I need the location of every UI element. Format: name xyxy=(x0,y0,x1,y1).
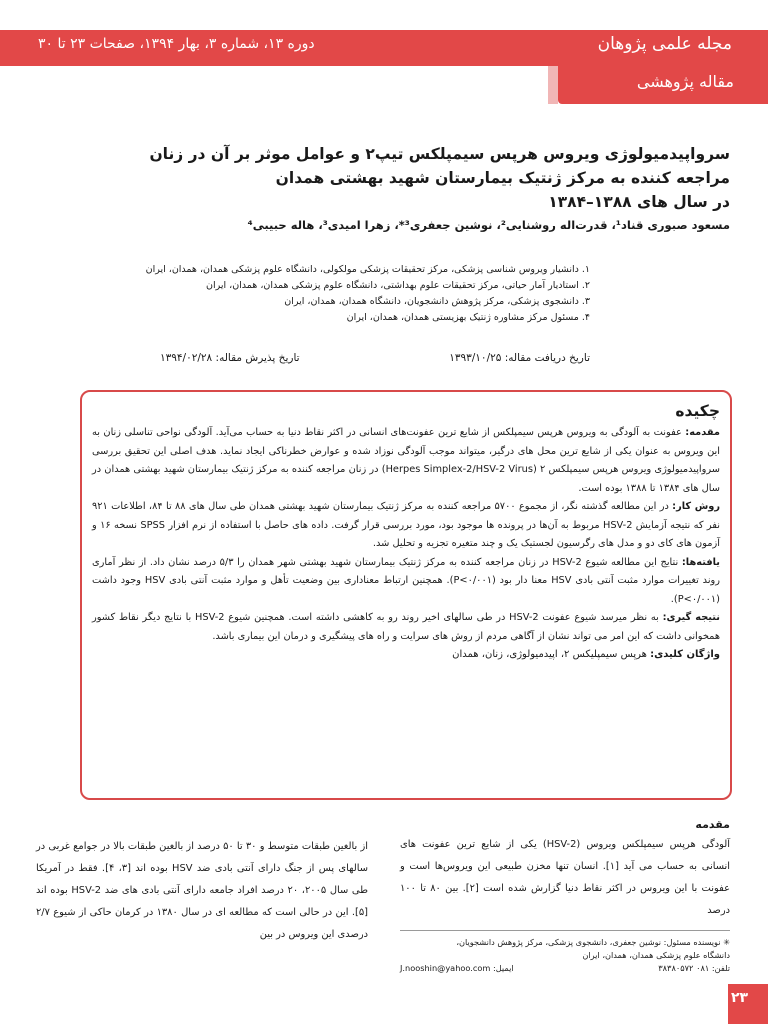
issue-info: دوره ۱۳، شماره ۳، بهار ۱۳۹۴، صفحات ۲۳ تا ۳۰ xyxy=(38,36,315,52)
section-lead: مقدمه: xyxy=(685,427,720,438)
accepted-date: تاریخ پذیرش مقاله: ۱۳۹۴/۰۲/۲۸ xyxy=(160,352,300,364)
affiliation-item: ۳. دانشجوی پزشکی، مرکز پژوهش دانشجویان، دانشگاه همدان، همدان، ایران xyxy=(284,296,590,307)
phone: تلفن: ۰۸۱ ۳۸۳۸۰۵۷۲ xyxy=(658,963,730,973)
email-block xyxy=(400,962,514,975)
keywords xyxy=(92,646,720,665)
page-number: ۲۳ xyxy=(731,990,749,1006)
abstract-conclusion xyxy=(92,609,720,646)
journal-name: مجله علمی پژوهان xyxy=(597,34,732,54)
article-type: مقاله پژوهشی xyxy=(636,72,734,91)
footnote-line: دانشگاه علوم پزشکی همدان، همدان، ایران xyxy=(582,950,730,960)
article-title xyxy=(40,142,730,214)
section-text: در این مطالعه گذشته نگر، از مجموع ۵۷۰۰ مراجعه کننده به مرکز ژنتیک بیمارستان شهید بهشتی همدان طی سال های ۸۸ تا ۸۴، اطلاعات ۹۲۱ نفر که نتیجه آزمایش HSV-2 مربوط به آن‌ها در پرونده ها موجود بود، مورد بررسی قرار گرفت. داده های حاصل با استفاده از نرم افزار SPSS نسخه ۱۶ و آزمون های کای دو و مدل های رگرسیون لجستیک یک و چند متغیره تجزیه و تحلیل شد. xyxy=(92,501,720,549)
abstract-methods xyxy=(92,498,720,554)
title-line: در سال های ۱۳۸۸–۱۳۸۴ xyxy=(548,193,730,211)
abstract-body xyxy=(92,424,720,665)
section-lead: نتیجه گیری: xyxy=(662,612,720,623)
abstract-box xyxy=(80,390,732,800)
title-line: سرواپیدمیولوژی ویروس هرپس سیمپلکس تیپ۲ و عوامل موثر بر آن در زنان xyxy=(149,145,730,163)
section-lead: روش کار: xyxy=(672,501,721,512)
email-address: J.nooshin@yahoo.com xyxy=(400,963,491,973)
received-date: تاریخ دریافت مقاله: ۱۳۹۳/۱۰/۲۵ xyxy=(449,352,590,364)
corresponding-author-footnote xyxy=(400,936,730,975)
title-line: مراجعه کننده به مرکز ژنتیک بیمارستان شهید بهشتی همدان xyxy=(275,169,730,187)
keywords-text: هرپس سیمپلیکس ۲، اپیدمیولوژی، زنان، همدان xyxy=(452,649,651,660)
abstract-intro xyxy=(92,424,720,498)
intro-right-text: آلودگی هرپس سیمپلکس ویروس (HSV-2) یکی از شایع ترین عفونت های انسانی به حساب می آید [۱]. انسان تنها مخزن طبیعی این ویروس‌ها است و عفونت با این ویروس در اکثر نقاط دنیا گزارش شده است [۲]. بین ۸۰ تا ۱۰۰ درصد xyxy=(400,839,730,916)
footnote-line: ✳ نویسنده مسئول: نوشین جعفری، دانشجوی پزشکی، مرکز پژوهش دانشجویان، xyxy=(456,937,730,947)
section-text: عفونت به آلودگی به ویروس هرپس سیمپلکس از شایع ترین عفونت‌های انسانی در اکثر نقاط دنیا به حساب می‌آید. آلودگی نواحی تناسلی زنان به این ویروس به عنوان یکی از شایع ترین محل های درگیر، میتواند موجب آلودگی نوزاد شده و عوارض خطرناکی ایجاد نماید. هدف اصلی این تحقیق بررسی سرواپیدمیولوژی ویروس هرپس سیمپلکس ۲ (Herpes Simplex-2/HSV-2 Virus) در زنان مراجعه کننده به مرکز ژنتیک بیمارستان شهید بهشتی همدان در سال های ۱۳۸۴ تا ۱۳۸۸ بوده است. xyxy=(92,427,721,494)
intro-heading: مقدمه xyxy=(695,818,730,831)
affiliation-item: ۱. دانشیار ویروس شناسی پزشکی، مرکز تحقیقات پزشکی مولکولی، دانشگاه علوم پزشکی همدان، همدان، ایران xyxy=(145,264,590,275)
intro-right-column xyxy=(400,816,730,922)
section-text: به نظر میرسد شیوع عفونت HSV-2 در طی سالهای اخیر روند رو به کاهشی داشته است. همچنین شیوع HSV-2 با نتایج دیگر نقاط کشور همخوانی داشت که این امر می تواند نشان از آگاهی مردم از روش های سرایت و راه های پیشگیری و درمان این بیماری باشد. xyxy=(92,612,720,642)
abstract-heading: چکیده xyxy=(675,402,720,420)
email-label: ایمیل: xyxy=(492,963,514,973)
section-text: نتایج این مطالعه شیوع HSV-2 در زنان مراجعه کننده به مرکز ژنتیک بیمارستان شهید بهشتی شهر همدان را ۵/۳ درصد نشان داد. از نظر آماری روند تغییرات موارد مثبت آنتی بادی HSV معنا دار بود (P<۰/۰۰۱). همچنین ارتباط معناداری بین وضعیت تأهل و موارد مثبت آنتی بادی HSV وجود داشت (P<۰/۰۰۱). xyxy=(92,556,721,605)
article-dates xyxy=(160,352,590,364)
affiliations xyxy=(30,262,590,326)
affiliation-item: ۴. مسئول مرکز مشاوره ژنتیک بهزیستی همدان، همدان، ایران xyxy=(346,312,590,323)
keywords-lead: واژگان کلیدی: xyxy=(650,649,720,660)
intro-left-column: از بالغین طبقات متوسط و ۳۰ تا ۵۰ درصد از بالغین طبقات بالا در جوامع غربی در سالهای پس از جنگ دارای آنتی بادی ضد HSV بوده اند [۳، ۴]. فقط در آمریکا طی سال ۲۰۰۵، ۲۰ درصد افراد جامعه دارای آنتی بادی های ضد HSV-2 بوده اند [۵]. این در حالی است که مطالعه ای در سال ۱۳۸۰ در کرمان حاکی از شیوع ۲/۷ درصدی این ویروس در بین xyxy=(36,841,369,940)
authors: مسعود صبوری قناد¹، قدرت‌اله روشنایی²، نوشین جعفری³*، زهرا امیدی³، هاله حبیبی⁴ xyxy=(247,218,730,232)
footnote-divider xyxy=(400,930,730,931)
affiliation-item: ۲. استادیار آمار حیاتی، مرکز تحقیقات علوم بهداشتی، دانشگاه علوم پزشکی همدان، همدان، ایران xyxy=(205,280,590,291)
contact-line xyxy=(400,962,730,975)
section-lead: یافته‌ها: xyxy=(681,556,720,568)
abstract-results xyxy=(92,554,720,610)
